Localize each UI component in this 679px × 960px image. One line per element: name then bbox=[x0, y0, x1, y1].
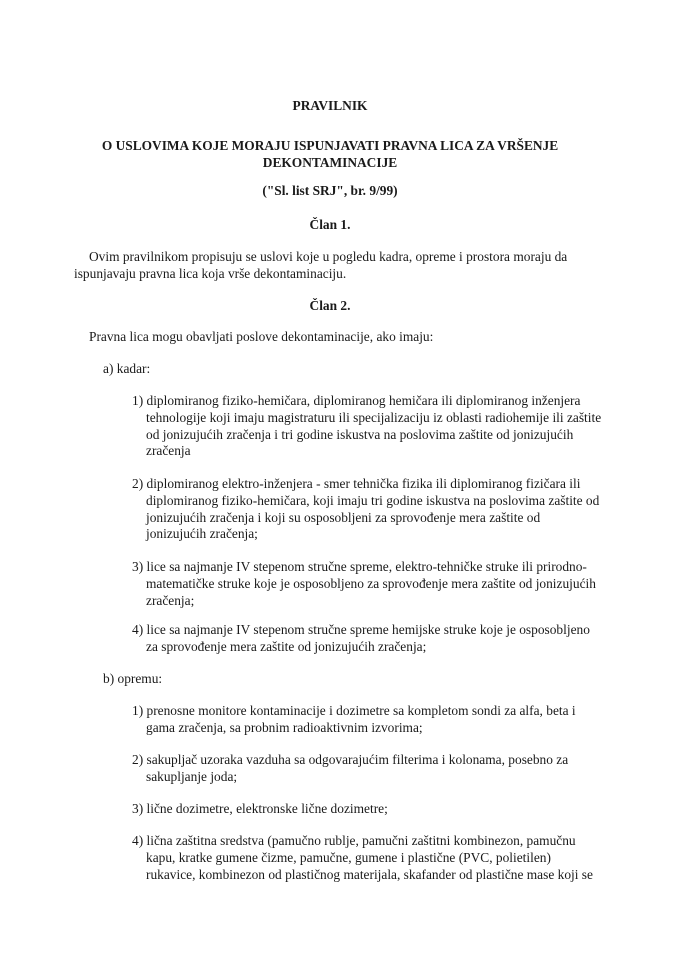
text-line: sakupljanje joda; bbox=[146, 768, 238, 784]
text-line: gama zračenja, sa probnim radioaktivnim izvorima; bbox=[146, 719, 423, 735]
section-a-label: a) kadar: bbox=[103, 361, 151, 376]
text-line: zračenja; bbox=[146, 592, 195, 608]
item-number: 1) bbox=[132, 703, 144, 718]
article-1-heading: Član 1. bbox=[309, 217, 351, 232]
text-line: lice sa najmanje IV stepenom stručne spreme, elektro-tehničke struke ili prirodno- bbox=[146, 559, 587, 574]
text-line: diplomiranog fiziko-hemičara, diplomiranog hemičara ili diplomiranog inženjera bbox=[146, 393, 581, 408]
list-item bbox=[132, 476, 602, 543]
list-item bbox=[132, 622, 602, 656]
text-line: kapu, kratke gumene čizme, pamučne, gumene i plastične (PVC, polietilen) bbox=[146, 849, 551, 865]
item-number: 3) bbox=[132, 559, 144, 574]
text-line: diplomiranog fiziko-hemičara, koji imaju tri godine iskustva na poslovima zaštite od bbox=[146, 492, 600, 508]
subtitle-line: O USLOVIMA KOJE MORAJU ISPUNJAVATI PRAVNA LICA ZA VRŠENJE bbox=[101, 138, 559, 153]
list-item bbox=[132, 393, 602, 460]
text-line: prenosne monitore kontaminacije i dozimetre sa kompletom sondi za alfa, beta i bbox=[146, 703, 576, 718]
text-line: Ovim pravilnikom propisuju se uslovi koje u pogledu kadra, opreme i prostora moraju da bbox=[89, 249, 568, 264]
list-item bbox=[132, 833, 602, 883]
text-line: diplomiranog elektro-inženjera - smer tehnička fizika ili diplomiranog fizičara ili bbox=[146, 476, 581, 491]
list-item bbox=[132, 801, 602, 818]
document-subtitle bbox=[80, 138, 580, 172]
article-2-heading: Član 2. bbox=[309, 298, 351, 313]
list-item bbox=[132, 703, 602, 737]
text-line: rukavice, kombinezon od plastičnog materijala, skafander od plastične mase koji se bbox=[146, 866, 593, 882]
item-number: 4) bbox=[132, 622, 144, 637]
text-line: tehnologije koji imaju magistraturu ili specijalizaciju iz oblasti radiohemije ili zaštite bbox=[146, 409, 602, 425]
text-line: jonizujućih zračenja i koji su osposobljeni za sprovođenje mera zaštite od bbox=[146, 509, 541, 525]
text-line: jonizujućih zračenja; bbox=[146, 526, 258, 542]
item-number: 1) bbox=[132, 393, 144, 408]
text-line: sakupljač uzoraka vazduha sa odgovarajućim filterima i kolonama, posebno za bbox=[146, 752, 569, 767]
item-number: 3) bbox=[132, 801, 144, 816]
list-item bbox=[132, 752, 602, 786]
section-b-label: b) opremu: bbox=[103, 671, 163, 686]
text-line: matematičke struke koje je osposobljeno za sprovođenje mera zaštite od jonizujućih bbox=[146, 575, 596, 591]
item-number: 4) bbox=[132, 833, 144, 848]
text-line: od jonizujućih zračenja i tri godine iskustva na poslovima zaštite od jonizujućih bbox=[146, 426, 574, 442]
document-title: PRAVILNIK bbox=[292, 98, 368, 113]
text-line: zračenja bbox=[146, 443, 191, 459]
list-item bbox=[132, 559, 602, 609]
item-number: 2) bbox=[132, 752, 144, 767]
document-source: ("Sl. list SRJ", br. 9/99) bbox=[262, 183, 398, 198]
text-line: lice sa najmanje IV stepenom stručne spreme hemijske struke koje je osposobljeno bbox=[146, 622, 590, 637]
text-line: lična zaštitna sredstva (pamučno rublje, pamučni zaštitni kombinezon, pamučnu bbox=[146, 833, 576, 848]
article-2-intro: Pravna lica mogu obavljati poslove dekontaminacije, ako imaju: bbox=[89, 329, 434, 344]
subtitle-line: DEKONTAMINACIJE bbox=[262, 154, 398, 170]
item-number: 2) bbox=[132, 476, 144, 491]
text-line: lične dozimetre, elektronske lične dozimetre; bbox=[146, 801, 388, 816]
text-line: ispunjavaju pravna lica koja vrše dekontaminaciju. bbox=[74, 265, 347, 281]
text-line: za sprovođenje mera zaštite od jonizujućih zračenja; bbox=[146, 638, 427, 654]
article-1-text bbox=[74, 249, 604, 283]
